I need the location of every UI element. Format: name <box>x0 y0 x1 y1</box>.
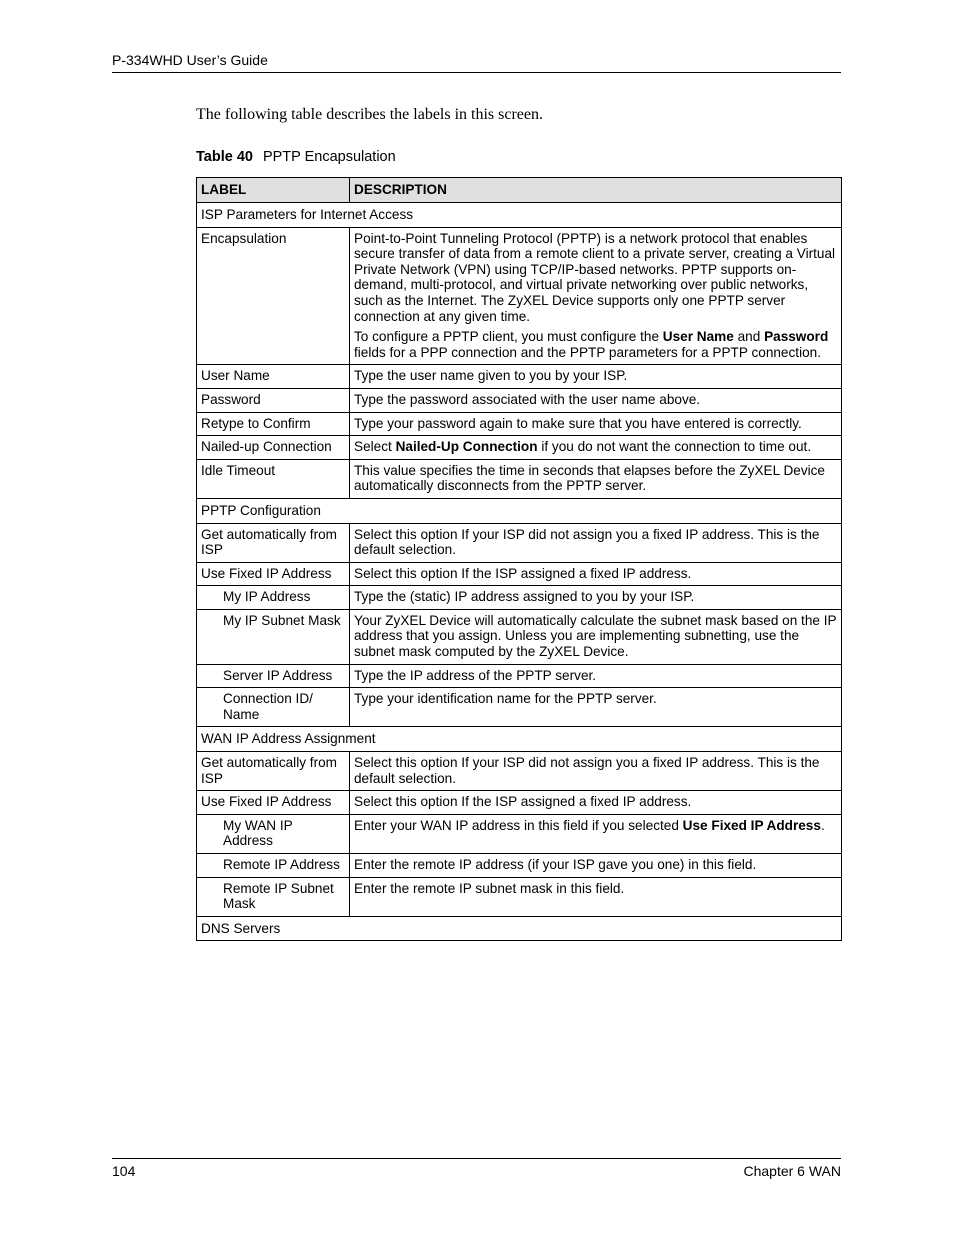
section-row <box>197 203 842 228</box>
encapsulation-paragraph-2 <box>354 329 837 360</box>
table-title: PPTP Encapsulation <box>262 149 396 165</box>
table-row <box>197 227 842 365</box>
row-label: Use Fixed IP Address <box>197 791 350 815</box>
row-label: Nailed-up Connection <box>197 436 350 460</box>
row-description: Type the (static) IP address assigned to you by your ISP. <box>350 586 842 610</box>
section-row <box>197 727 842 752</box>
row-label: Remote IP Subnet Mask <box>197 877 350 916</box>
table-number: Table 40 <box>196 149 253 165</box>
row-description: Enter the remote IP subnet mask in this field. <box>350 877 842 916</box>
table-row <box>197 854 842 878</box>
page-footer <box>112 1158 841 1179</box>
table-row <box>197 814 842 853</box>
table-row <box>197 436 842 460</box>
page-header <box>112 51 841 73</box>
row-description <box>350 814 842 853</box>
row-description: Your ZyXEL Device will automatically calculate the subnet mask based on the IP address that you assign. Unless you are implementing subnetting, use the subnet mask computed by the ZyXEL Device. <box>350 609 842 664</box>
table-row <box>197 586 842 610</box>
table-row <box>197 664 842 688</box>
row-label: Server IP Address <box>197 664 350 688</box>
text-run: To configure a PPTP client, you must configure the <box>354 329 663 345</box>
row-description <box>350 227 842 365</box>
row-label: Get automatically from ISP <box>197 523 350 562</box>
table-row <box>197 609 842 664</box>
row-description: Select this option If your ISP did not assign you a fixed IP address. This is the default selection. <box>350 752 842 791</box>
pptp-encapsulation-table <box>196 177 842 941</box>
text-run: . <box>820 817 825 833</box>
table-row <box>197 459 842 498</box>
table-row <box>197 388 842 412</box>
row-description: Type your identification name for the PPTP server. <box>350 688 842 727</box>
row-label: Encapsulation <box>197 227 350 365</box>
text-run: if you do not want the connection to time out. <box>537 439 812 455</box>
table-row <box>197 791 842 815</box>
table-row <box>197 752 842 791</box>
row-description: Select this option If the ISP assigned a fixed IP address. <box>350 791 842 815</box>
intro-text: The following table describes the labels in this screen. <box>196 106 544 123</box>
row-label: My IP Address <box>197 586 350 610</box>
row-label: Retype to Confirm <box>197 412 350 436</box>
table-row <box>197 562 842 586</box>
section-pptp-configuration: PPTP Configuration <box>197 498 842 523</box>
table-row <box>197 877 842 916</box>
row-description: Enter the remote IP address (if your ISP gave you one) in this field. <box>350 854 842 878</box>
section-row <box>197 498 842 523</box>
row-description: Type your password again to make sure that you have entered is correctly. <box>350 412 842 436</box>
text-run: fields for a PPP connection and the PPTP parameters for a PPTP connection. <box>354 344 821 360</box>
section-dns-servers: DNS Servers <box>197 916 842 941</box>
chapter-title: Chapter 6 WAN <box>743 1163 841 1179</box>
text-run: and <box>733 329 765 345</box>
row-description: Type the IP address of the PPTP server. <box>350 664 842 688</box>
encapsulation-paragraph-1: Point-to-Point Tunneling Protocol (PPTP) is a network protocol that enables secure transfer of data from a remote client to a private server, creating a Virtual Private Network (VPN) using TCP/IP-based networks. PPTP supports on-demand, multi-protocol, and virtual private networking over public networks, such as the Internet. The ZyXEL Device supports only one PPTP server connection at any given time. <box>354 230 836 324</box>
row-label: Password <box>197 388 350 412</box>
row-description: This value specifies the time in seconds that elapses before the ZyXEL Device automatically disconnects from the PPTP server. <box>350 459 842 498</box>
row-label: My IP Subnet Mask <box>197 609 350 664</box>
table-row <box>197 688 842 727</box>
table-row <box>197 412 842 436</box>
label-column-header: LABEL <box>197 178 350 203</box>
text-run: Enter your WAN IP address in this field if you selected <box>354 817 683 833</box>
table-caption <box>196 149 396 165</box>
row-label: Idle Timeout <box>197 459 350 498</box>
bold-term: Nailed-Up Connection <box>395 439 538 455</box>
page-number: 104 <box>112 1163 136 1179</box>
row-label: Use Fixed IP Address <box>197 562 350 586</box>
row-label: Remote IP Address <box>197 854 350 878</box>
section-isp-parameters: ISP Parameters for Internet Access <box>197 203 842 228</box>
text-run: Select <box>354 439 396 455</box>
row-label: My WAN IP Address <box>197 814 350 853</box>
row-description: Select this option If the ISP assigned a fixed IP address. <box>350 562 842 586</box>
bold-term: Password <box>764 329 829 345</box>
guide-title: P-334WHD User’s Guide <box>112 52 268 68</box>
table-row <box>197 523 842 562</box>
row-label: Connection ID/ Name <box>197 688 350 727</box>
section-wan-ip-assignment: WAN IP Address Assignment <box>197 727 842 752</box>
table-row <box>197 365 842 389</box>
description-column-header: DESCRIPTION <box>350 178 842 203</box>
section-row <box>197 916 842 941</box>
bold-term: Use Fixed IP Address <box>682 817 821 833</box>
row-label: User Name <box>197 365 350 389</box>
table-header-row <box>197 178 842 203</box>
row-description <box>350 436 842 460</box>
bold-term: User Name <box>662 329 734 345</box>
row-description: Type the user name given to you by your ISP. <box>350 365 842 389</box>
row-description: Type the password associated with the user name above. <box>350 388 842 412</box>
row-description: Select this option If your ISP did not assign you a fixed IP address. This is the default selection. <box>350 523 842 562</box>
row-label: Get automatically from ISP <box>197 752 350 791</box>
